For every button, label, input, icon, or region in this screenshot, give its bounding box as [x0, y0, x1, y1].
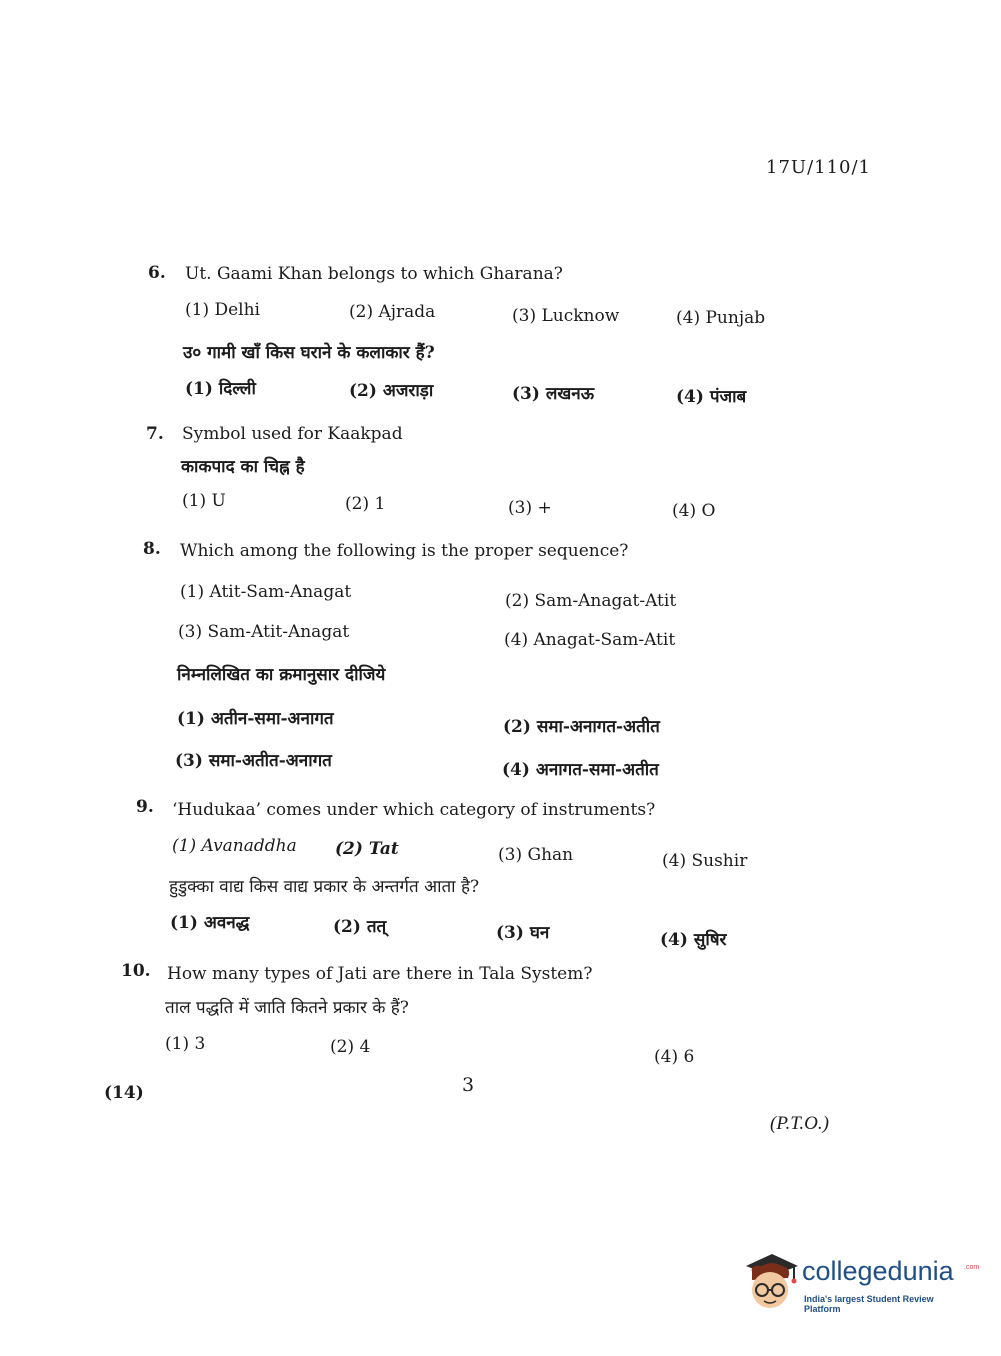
option: (3) Ghan	[498, 845, 574, 865]
option: (4) 6	[654, 1047, 695, 1067]
question-text-hindi: ताल पद्धति में जाति कितने प्रकार के हैं?	[165, 998, 409, 1018]
option: (1) Avanaddha	[172, 836, 297, 856]
question-number: 8.	[143, 539, 161, 559]
question-number: 10.	[121, 961, 151, 981]
hindi-option: (3) लखनऊ	[512, 384, 595, 404]
option: (3) Lucknow	[512, 306, 620, 326]
paper-code: 17U/110/1	[766, 157, 872, 178]
collegedunia-logo	[742, 1250, 980, 1320]
question-number: 7.	[146, 424, 164, 444]
option: (2) 1	[345, 494, 386, 514]
option: (4) Punjab	[676, 308, 766, 328]
hindi-option: (4) पंजाब	[676, 387, 747, 407]
hindi-option: (1) अवनद्ध	[170, 913, 250, 933]
logo-domain: .com	[964, 1264, 980, 1271]
question-text: Ut. Gaami Khan belongs to which Gharana?	[185, 264, 563, 284]
option: (2) Sam-Anagat-Atit	[505, 591, 677, 611]
option: (3) Sam-Atit-Anagat	[178, 622, 350, 642]
hindi-option: (2) अजराड़ा	[349, 381, 434, 401]
option: (4) Anagat-Sam-Atit	[504, 630, 676, 650]
question-number: 9.	[136, 797, 154, 817]
hindi-option: (1) अतीन-समा-अनागत	[177, 709, 334, 729]
hindi-option: (2) तत्	[333, 917, 387, 937]
option: (4) Sushir	[662, 851, 748, 871]
hindi-option: (3) घन	[496, 923, 550, 943]
hindi-option: (1) दिल्ली	[185, 379, 256, 399]
question-text: ‘Hudukaa’ comes under which category of instruments?	[172, 800, 656, 820]
pto-note: (P.T.O.)	[770, 1113, 829, 1134]
question-text-hindi: काकपाद का चिह्न है	[181, 457, 305, 477]
question-text-hindi: हुडुक्का वाद्य किस वाद्य प्रकार के अन्तर्गत आता है?	[169, 877, 480, 897]
footer-code: (14)	[104, 1083, 144, 1103]
hindi-option: (4) अनागत-समा-अतीत	[502, 760, 659, 780]
option: (1) Atit-Sam-Anagat	[180, 582, 352, 602]
hindi-option: (2) समा-अनागत-अतीत	[503, 717, 660, 737]
question-text-hindi: निम्नलिखित का क्रमानुसार दीजिये	[177, 665, 386, 685]
hindi-option: (3) समा-अतीत-अनागत	[175, 751, 332, 771]
option: (2) Ajrada	[349, 302, 436, 322]
page-number: 3	[462, 1074, 475, 1096]
option: (2) Tat	[335, 839, 399, 859]
option: (3) +	[508, 498, 552, 518]
option: (1) U	[182, 491, 226, 511]
option: (4) O	[672, 501, 716, 521]
question-number: 6.	[148, 263, 166, 283]
mascot-icon	[742, 1250, 800, 1314]
logo-tagline: India's largest Student Review Platform	[804, 1294, 934, 1314]
question-text: How many types of Jati are there in Tala System?	[167, 964, 593, 984]
logo-wordmark: collegedunia	[802, 1256, 954, 1286]
question-text: Symbol used for Kaakpad	[182, 424, 403, 444]
hindi-option: (4) सुषिर	[660, 930, 727, 950]
question-text-hindi: उ० गामी खाँ किस घराने के कलाकार हैं?	[183, 343, 435, 363]
question-text: Which among the following is the proper sequence?	[180, 541, 629, 561]
option: (1) Delhi	[185, 300, 260, 320]
option: (2) 4	[330, 1037, 371, 1057]
option: (1) 3	[165, 1034, 206, 1054]
